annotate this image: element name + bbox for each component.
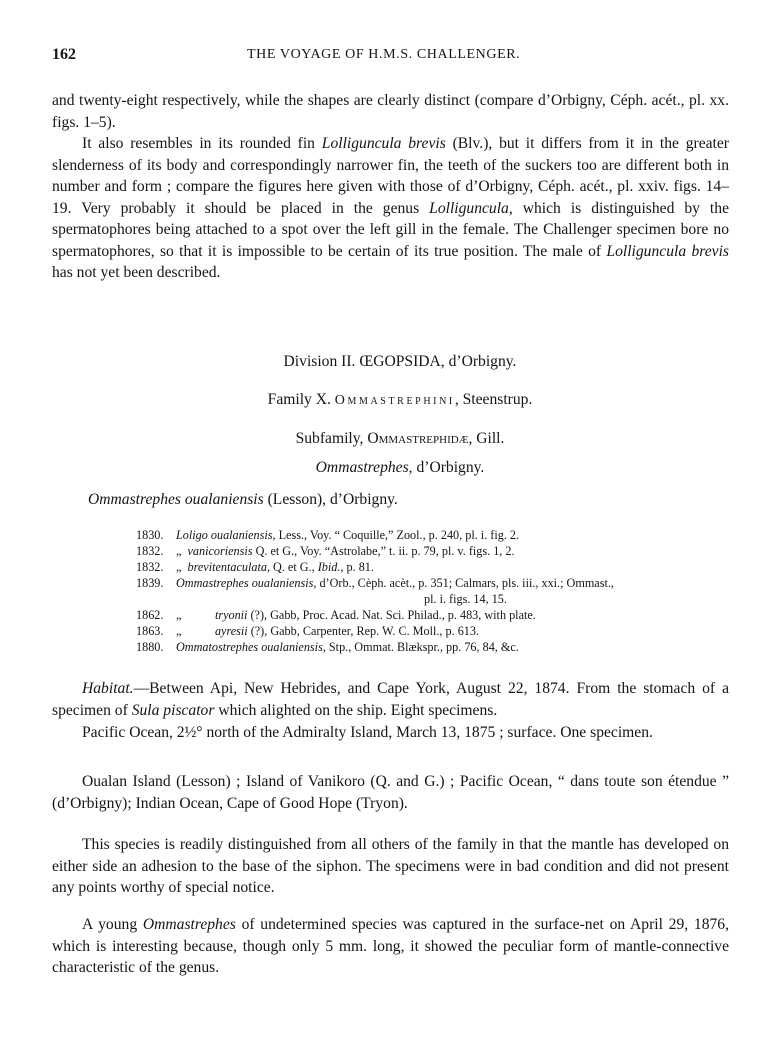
synonymy-entry: 1839. Ommastrephes oualaniensis, d’Orb., Cèph. acèt., p. 351; Calmars, pls. iii., xxi.; Ommast., xyxy=(136,576,614,590)
genus-heading: Ommastrephes, d’Orbigny. xyxy=(315,459,485,476)
page-header xyxy=(52,46,732,70)
species-name: Ommastrephes oualaniensis xyxy=(88,491,264,508)
species-heading: Ommastrephes oualaniensis (Lesson), d’Orbigny. xyxy=(88,491,398,508)
synonymy-entry: 1863. „ ayresii (?), Gabb, Carpenter, Rep. W. C. Moll., p. 613. xyxy=(136,624,480,638)
habitat-paragraph: Habitat.—Between Api, New Hebrides, and Cape York, August 22, 1874. From the stomach of a specimen of Sula piscator which alighted on the ship. Eight specimens. xyxy=(52,680,729,719)
remarks-paragraph-1: This species is readily distinguished from all others of the family in that the mantle has developed on either side an adhesion to the base of the siphon. The specimens were in bad condition and did not present any points worthy of special notice. xyxy=(52,836,729,896)
intro-paragraph-1: and twenty-eight respectively, while the shapes are clearly distinct (compare d’Orbigny, Céph. acét., pl. xx. figs. 1–5). xyxy=(52,92,729,131)
page-number: 162 xyxy=(52,46,76,63)
family-name: Ommastrephini xyxy=(334,393,455,408)
division-heading: Division II. ŒGOPSIDA, d’Orbigny. xyxy=(283,353,517,370)
synonymy-list xyxy=(136,527,696,655)
genus-name: Ommastrephes xyxy=(315,459,409,476)
habitat-label: Habitat. xyxy=(82,680,134,697)
subfamily-heading: Subfamily, Ommastrephidæ, Gill. xyxy=(295,430,505,447)
synonymy-entry: 1862. „ tryonii (?), Gabb, Proc. Acad. Nat. Sci. Philad., p. 483, with plate. xyxy=(136,608,536,622)
habitat-pacific-paragraph: Pacific Ocean, 2½° north of the Admiralty Island, March 13, 1875 ; surface. One specimen. xyxy=(82,724,653,741)
synonymy-entry-continuation: pl. i. figs. 14, 15. xyxy=(424,592,507,606)
synonymy-entry: 1880. Ommatostrephes oualaniensis, Stp., Ommat. Blækspr., pp. 76, 84, &c. xyxy=(136,640,519,654)
intro-paragraph-2: It also resembles in its rounded fin Lolliguncula brevis (Blv.), but it differs from it in the greater slenderness of its body and correspondingly narrower fin, the teeth of the suckers too are different both in number and form ; compare the figures here given with those of d’Orbigny, Céph. acét., pl. xxiv. figs. 14–19. Very probably it should be placed in the genus Lolliguncula, which is distinguished by the spermatophores being attached to a spot over the left gill in the female. The Challenger specimen bore no spermatophores, so that it is impossible to be certain of its true position. The male of Lolliguncula brevis has not yet been described. xyxy=(52,135,729,281)
remarks-paragraph-2: A young Ommastrephes of undetermined species was captured in the surface-net on April 29, 1876, which is interesting because, though only 5 mm. long, it showed the peculiar form of mantle-connective characteristic of the genus. xyxy=(52,916,729,976)
subfamily-name: Ommastrephidæ xyxy=(367,430,469,447)
synonymy-entry: 1832. „ brevitentaculata, Q. et G., Ibid., p. 81. xyxy=(136,560,374,574)
synonymy-entry: 1830. Loligo oualaniensis, Less., Voy. “ Coquille,” Zool., p. 240, pl. i. fig. 2. xyxy=(136,528,520,542)
family-heading: Family X. Ommastrephini, Steenstrup. xyxy=(267,391,533,408)
habitat-distribution-paragraph: Oualan Island (Lesson) ; Island of Vanikoro (Q. and G.) ; Pacific Ocean, “ dans toute son étendue ” (d’Orbigny); Indian Ocean, Cape of Good Hope (Tryon). xyxy=(52,773,729,812)
running-title: THE VOYAGE OF H.M.S. CHALLENGER. xyxy=(247,47,521,62)
synonymy-entry: 1832. „ vanicoriensis Q. et G., Voy. “Astrolabe,” t. ii. p. 79, pl. v. figs. 1, 2. xyxy=(136,544,515,558)
